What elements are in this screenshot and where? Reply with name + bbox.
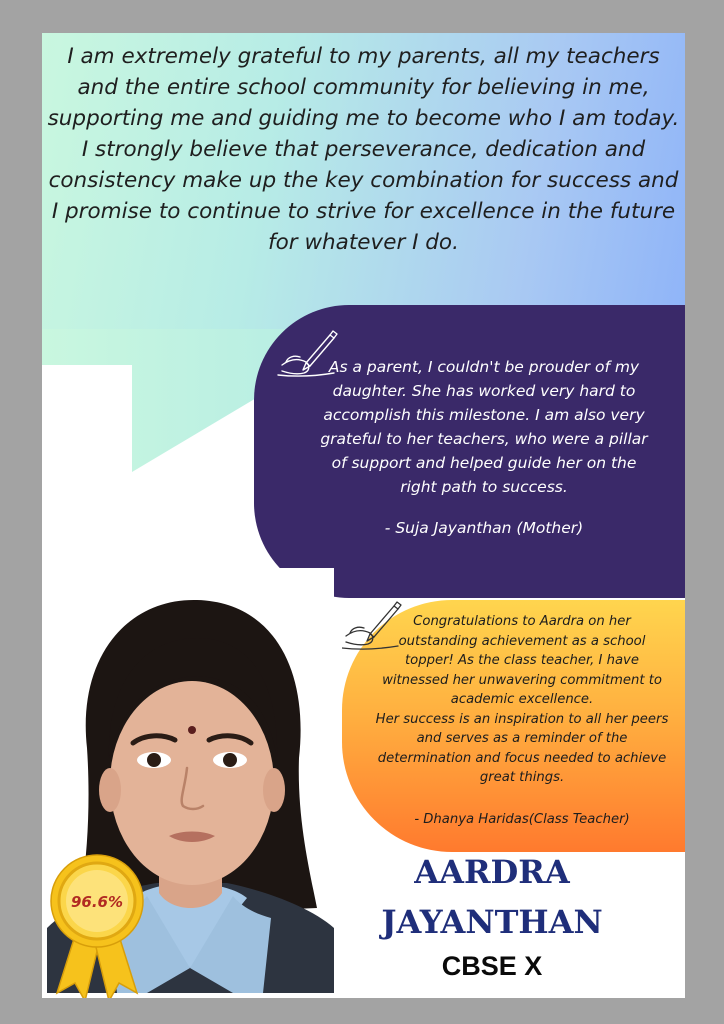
teacher-quote: Congratulations to Aardra on her outstanding achievement as a school topper! As the class teacher, I have witnessed her unwavering commitment to academic excellence. Her success is an inspiration to all her peers and serves as a reminder of the determination and focus needed to achieve great things. — [375, 614, 669, 785]
poster — [42, 33, 685, 998]
parent-testimonial-box — [254, 305, 685, 598]
score-label: 96.6% — [70, 893, 124, 911]
parent-quote: As a parent, I couldn't be prouder of my daughter. She has worked very hard to accomplish this milestone. I am also very grateful to her teachers, who were a pillar of support and helped guide her on the right path to success. — [320, 358, 648, 496]
exam-label: CBSE X — [441, 951, 543, 981]
score-medal — [47, 853, 147, 998]
teacher-testimonial-box — [342, 600, 685, 852]
student-quote: I am extremely grateful to my parents, all my teachers and the entire school community for believing in me, supporting me and guiding me to become who I am today. I strongly believe that perseverance, dedication and consistency make up the key combination for success and I promise to continue to strive for excellence in the future for whatever I do. — [47, 44, 680, 255]
parent-signature: - Suja Jayanthan (Mother) — [384, 519, 584, 537]
student-last-name: JAYANTHAN — [381, 903, 603, 941]
teacher-signature: - Dhanya Haridas(Class Teacher) — [414, 812, 630, 827]
student-first-name: AARDRA — [414, 853, 570, 891]
